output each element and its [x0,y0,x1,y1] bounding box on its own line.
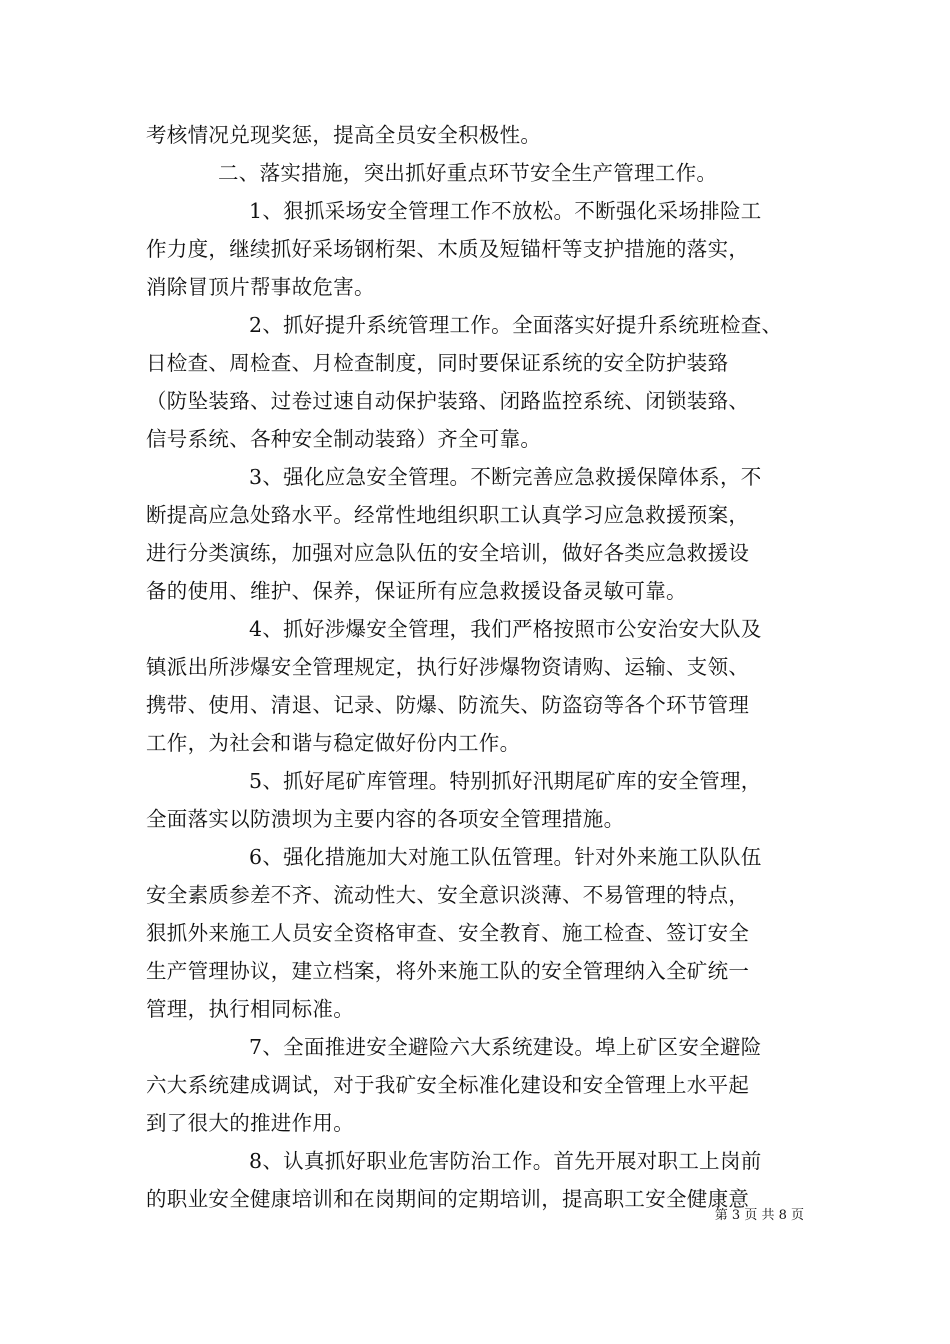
text-line: 断提高应急处臵水平。经常性地组织职工认真学习应急救援预案， [146,503,750,527]
text-line: 8、认真抓好职业危害防治工作。首先开展对职工上岗前 [249,1149,762,1173]
text-line: 狠抓外来施工人员安全资格审查、安全教育、施工检查、签订安全 [146,921,750,945]
text-line: 工作，为社会和谐与稳定做好份内工作。 [146,731,521,755]
text-line: 1、狠抓采场安全管理工作不放松。不断强化采场排险工 [249,199,762,223]
text-line: 考核情况兑现奖惩，提高全员安全积极性。 [146,123,542,147]
text-line: 的职业安全健康培训和在岗期间的定期培训，提高职工安全健康意 [146,1187,750,1211]
text-line: 进行分类演练，加强对应急队伍的安全培训，做好各类应急救援设 [146,541,750,565]
text-line: 信号系统、各种安全制动装臵）齐全可靠。 [146,427,542,451]
text-line: 六大系统建成调试，对于我矿安全标准化建设和安全管理上水平起 [146,1073,750,1097]
text-line: 全面落实以防溃坝为主要内容的各项安全管理措施。 [146,807,625,831]
text-line: 3、强化应急安全管理。不断完善应急救援保障体系，不 [249,465,762,489]
text-line: 消除冒顶片帮事故危害。 [146,275,375,299]
text-line: 携带、使用、清退、记录、防爆、防流失、防盗窃等各个环节管理 [146,693,750,717]
text-line: 6、强化措施加大对施工队伍管理。针对外来施工队队伍 [249,845,762,869]
text-line: 7、全面推进安全避险六大系统建设。埠上矿区安全避险 [249,1035,762,1059]
text-line: 管理，执行相同标准。 [146,997,354,1021]
text-line: 生产管理协议，建立档案，将外来施工队的安全管理纳入全矿统一 [146,959,750,983]
text-line: （防坠装臵、过卷过速自动保护装臵、闭路监控系统、闭锁装臵、 [146,389,750,413]
text-line: 作力度，继续抓好采场钢桁架、木质及短锚杆等支护措施的落实， [146,237,750,261]
text-line: 备的使用、维护、保养，保证所有应急救援设备灵敏可靠。 [146,579,687,603]
text-line: 2、抓好提升系统管理工作。全面落实好提升系统班检查、 [249,313,783,337]
text-line: 安全素质参差不齐、流动性大、安全意识淡薄、不易管理的特点， [146,883,750,907]
section-heading: 二、落实措施，突出抓好重点环节安全生产管理工作。 [218,161,718,185]
text-line: 到了很大的推进作用。 [146,1111,354,1135]
text-line: 日检查、周检查、月检查制度，同时要保证系统的安全防护装臵 [146,351,729,375]
text-line: 5、抓好尾矿库管理。特别抓好汛期尾矿库的安全管理， [249,769,762,793]
text-line: 4、抓好涉爆安全管理，我们严格按照市公安治安大队及 [249,617,762,641]
page-number-footer: 第 3 页 共 8 页 [714,1208,804,1223]
text-line: 镇派出所涉爆安全管理规定，执行好涉爆物资请购、运输、支领、 [146,655,750,679]
